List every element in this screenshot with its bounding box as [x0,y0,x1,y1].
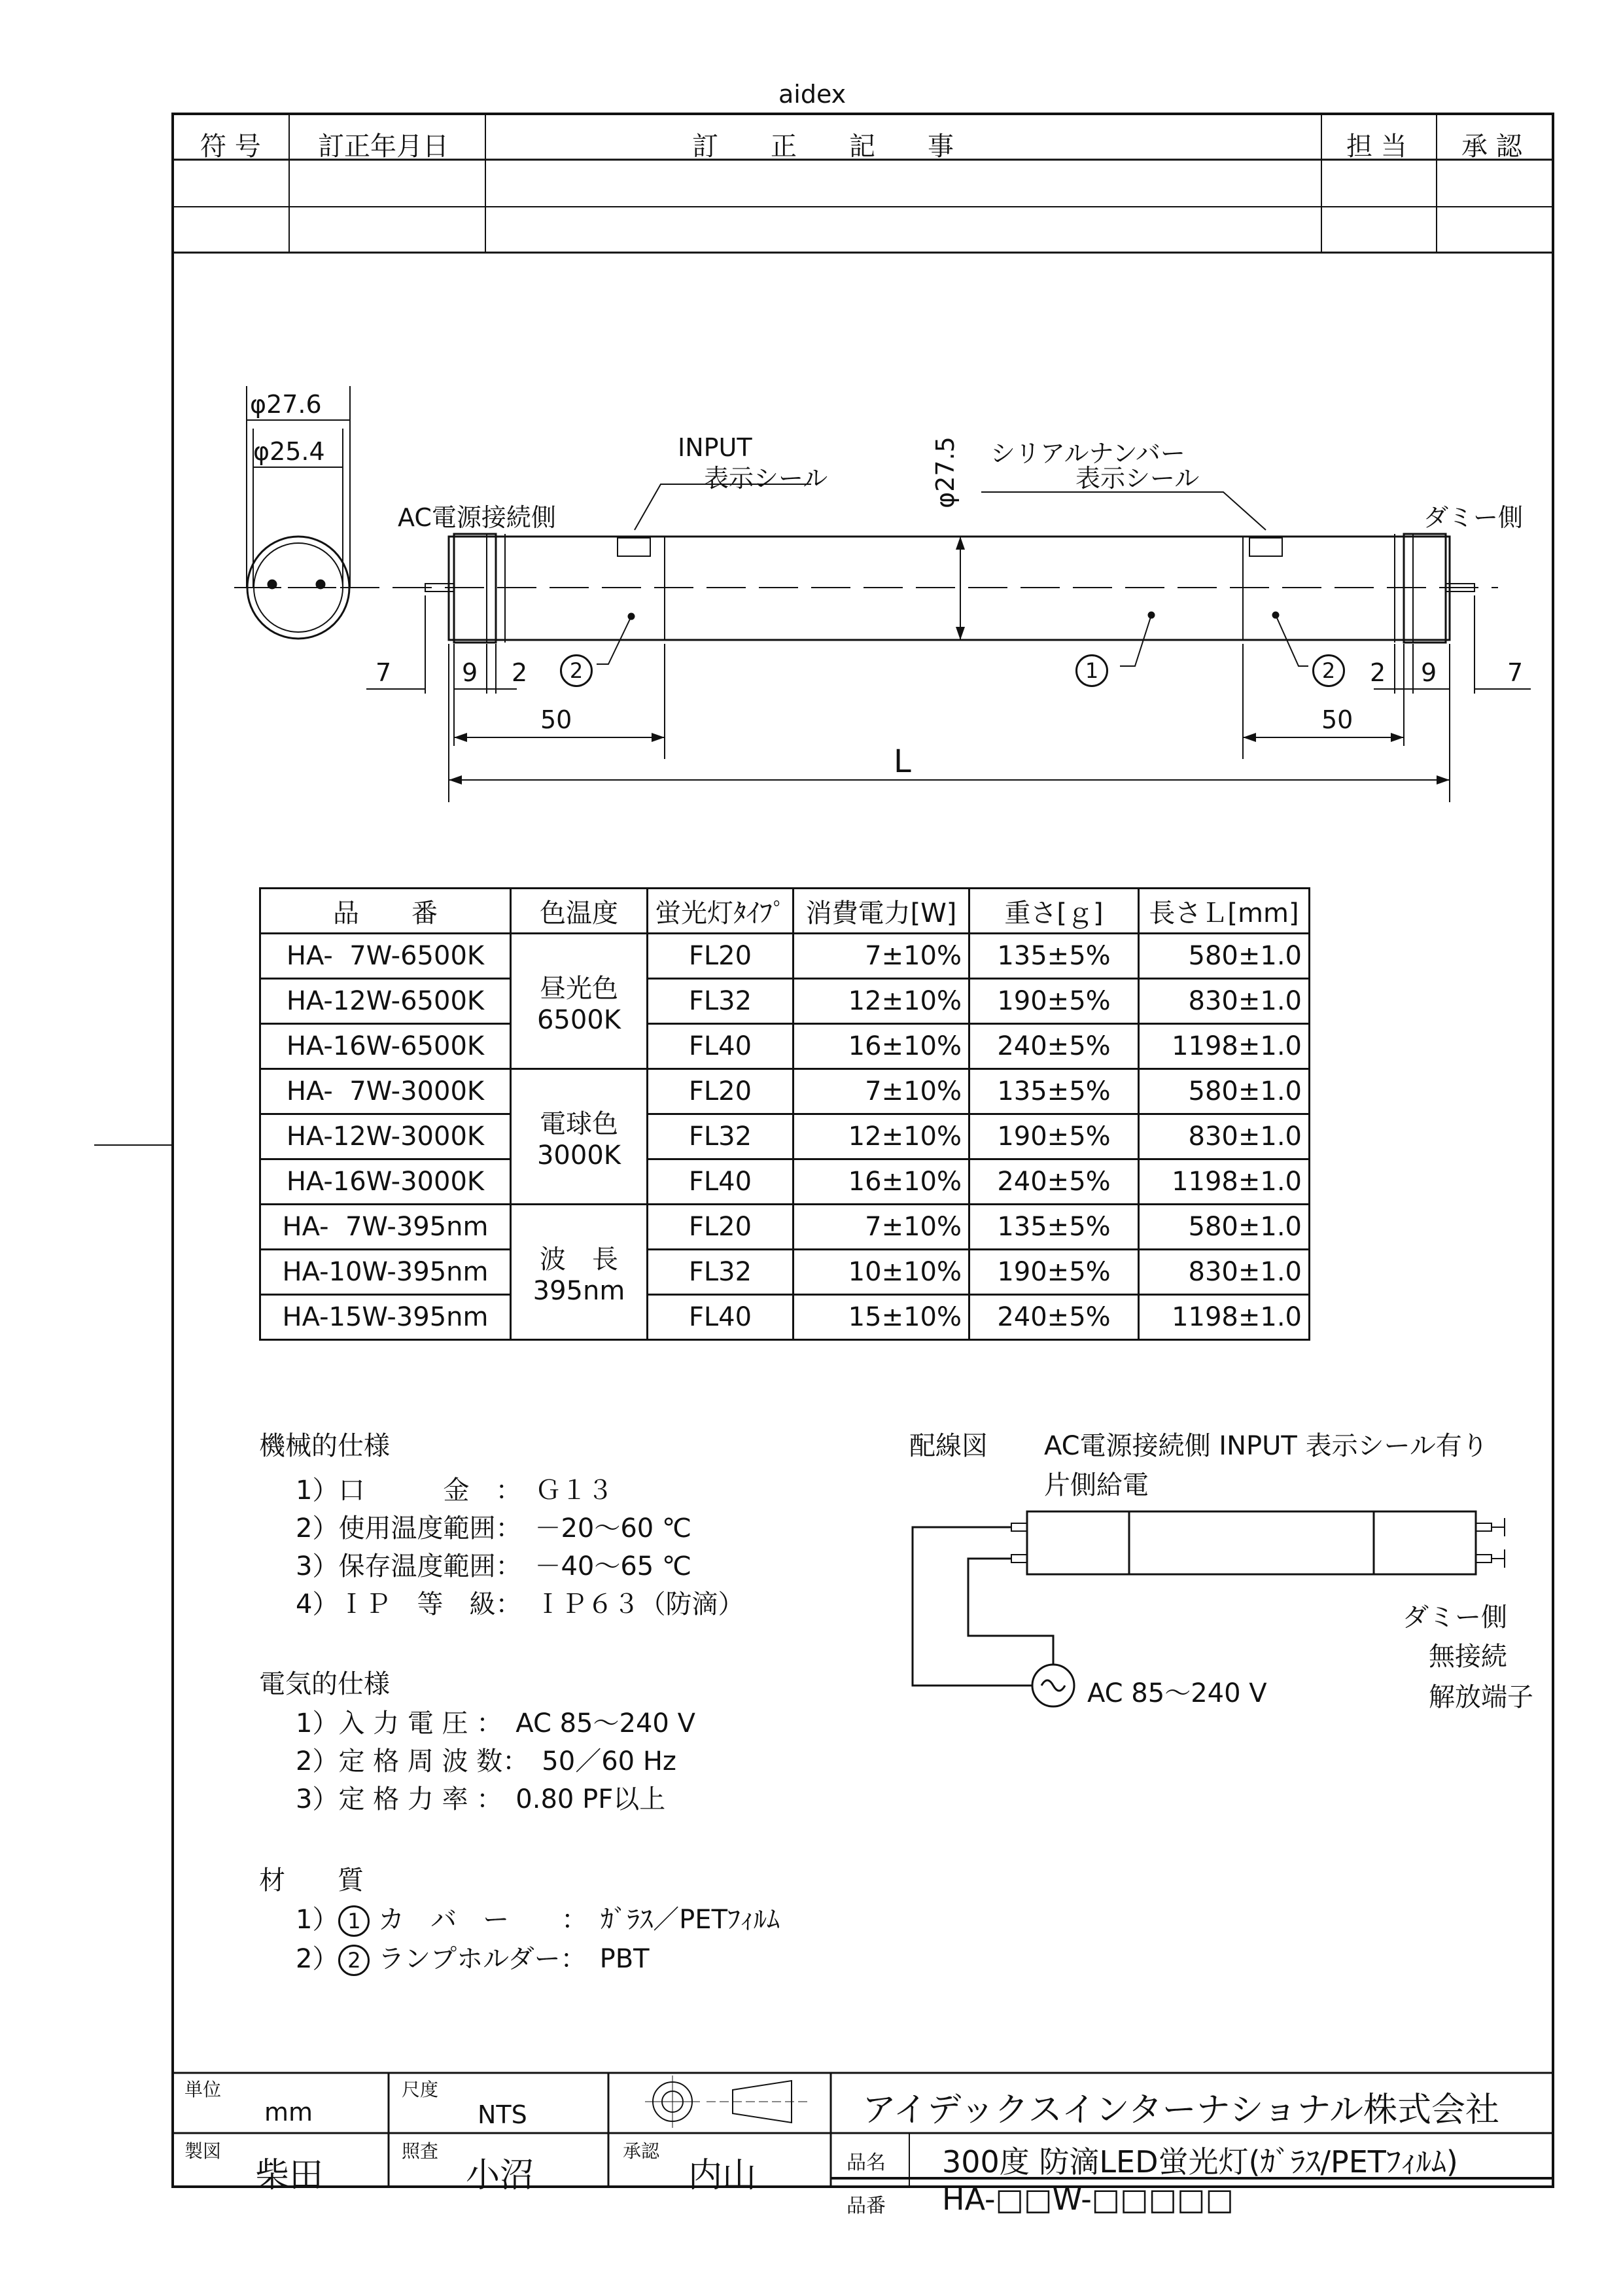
mechanical-title: 機械的仕様 [259,1431,390,1461]
rev-header-description: 訂 正 記 事 [692,132,954,162]
table-row: HA- 7W-6500K 昼光色 6500K FL20 7±10% 135±5% 580±1.0 [260,934,1310,979]
col-power: 消費電力[W] [794,889,969,934]
dim-L: L [894,743,911,780]
dim-9-right: 9 [1421,658,1437,687]
dummy-side-label: ダミー側 [1423,503,1524,532]
serial-sticker-label-1: シリアルナンバー [990,439,1185,468]
rev-header-person: 担 当 [1346,132,1407,162]
product-name-value: 300度 防滴LED蛍光灯(ｶﾞﾗｽ/PETﾌｨﾙﾑ) [942,2144,1458,2180]
part2-marker-small: 2 [338,1945,370,1976]
serial-sticker-label-2: 表示シール [1075,464,1200,493]
product-name-label: 品名 [846,2151,886,2174]
approver-name: 内山 [688,2156,757,2195]
color-cell: 電球色 3000K [511,1069,648,1205]
wiring-nc-label: 無接続 [1429,1642,1507,1672]
color-cell: 波 長 395nm [511,1205,648,1340]
col-length: 長さＬ[mm] [1139,889,1310,934]
table-row: HA-15W-395nm FL40 15±10% 240±5% 1198±1.0 [260,1295,1310,1340]
part1-marker-small: 1 [338,1905,370,1937]
checker-name: 小沼 [466,2156,534,2195]
dia-inner-label: φ25.4 [253,437,325,466]
material-title: 材 質 [259,1865,364,1896]
table-row: HA-10W-395nm FL32 10±10% 190±5% 830±1.0 [260,1250,1310,1295]
electrical-item: 1）入 力 電 圧 ： AC 85～240 V [296,1708,695,1739]
input-sticker-label-2: 表示シール [704,464,828,493]
end-view [234,386,361,639]
part1-marker: 1 [1075,654,1108,687]
mechanical-item: 2）使用温度範囲： －20～60 ℃ [296,1513,691,1544]
tube-dia-label: φ27.5 [930,436,960,508]
table-row: HA-12W-3000K FL32 12±10% 190±5% 830±1.0 [260,1114,1310,1159]
col-part: 品 番 [260,889,511,934]
wiring-ac-label: AC 85～240 V [1087,1678,1267,1708]
ac-side-label: AC電源接続側 [398,503,556,532]
wiring-dummy-label: ダミー側 [1403,1602,1507,1633]
col-lamp-type: 蛍光灯ﾀｲﾌﾟ [648,889,794,934]
dim-50-right: 50 [1321,705,1353,734]
rev-header-approval: 承 認 [1461,132,1522,162]
material-item-1: 1） 1 カ バ ー ： ｶﾞﾗｽ／PETﾌｨﾙﾑ [296,1899,780,1937]
approver-label: 承認 [623,2140,660,2162]
electrical-item: 3）定 格 力 率 ： 0.80 PF以上 [296,1784,666,1814]
mechanical-item: 4）ＩＰ 等 級： ＩＰ６３（防滴） [296,1589,744,1619]
wiring-feed: 片側給電 [1044,1470,1149,1500]
wiring-open-label: 解放端子 [1429,1682,1533,1712]
mechanical-item: 1）口 金 ： Ｇ１３ [296,1475,614,1506]
dim-9-left: 9 [462,658,478,687]
unit-value: mm [264,2098,313,2127]
mechanical-item: 3）保存温度範囲： －40～65 ℃ [296,1551,691,1581]
dim-7-left: 7 [375,658,392,687]
col-color-temp: 色温度 [511,889,648,934]
company-name: アイデックスインターナショナル株式会社 [862,2091,1499,2130]
table-row: HA- 7W-3000K 電球色 3000K FL20 7±10% 135±5% 580±1.0 [260,1069,1310,1114]
company-mark-top: aidex [778,80,846,109]
wiring-description: AC電源接続側 INPUT 表示シール有り [1044,1431,1488,1461]
drafter-label: 製図 [184,2140,222,2162]
product-table [259,887,1310,1341]
input-sticker-label-1: INPUT [678,433,752,462]
rev-header-symbol: 符 号 [200,132,261,162]
scale-value: NTS [478,2100,527,2129]
part2-marker-left: 2 [560,654,593,687]
part-number-label: 品番 [846,2195,886,2217]
table-row: HA-16W-3000K FL40 16±10% 240±5% 1198±1.0 [260,1159,1310,1205]
part-number-value: HA-□□W-□□□□□ [942,2181,1234,2217]
scale-label: 尺度 [402,2079,439,2100]
table-header-row [260,889,1310,934]
part2-marker-right: 2 [1312,654,1345,687]
color-cell: 昼光色 6500K [511,934,648,1069]
table-row: HA-12W-6500K FL32 12±10% 190±5% 830±1.0 [260,979,1310,1024]
electrical-item: 2）定 格 周 波 数： 50／60 Hz [296,1746,676,1776]
col-weight: 重さ[ｇ] [969,889,1139,934]
unit-label: 単位 [184,2079,222,2100]
electrical-title: 電気的仕様 [259,1669,390,1699]
dim-50-left: 50 [540,705,572,734]
table-row: HA- 7W-395nm 波 長 395nm FL20 7±10% 135±5% 580±1.0 [260,1205,1310,1250]
dim-7-right: 7 [1507,658,1524,687]
dim-2-right: 2 [1370,658,1386,687]
drafter-name: 柴田 [255,2156,324,2195]
table-row: HA-16W-6500K FL40 16±10% 240±5% 1198±1.0 [260,1024,1310,1069]
checker-label: 照査 [402,2140,439,2162]
material-item-2: 2） 2 ランプホルダー： PBT [296,1938,650,1976]
dim-2-left: 2 [512,658,528,687]
rev-header-date: 訂正年月日 [318,132,449,162]
dia-outer-label: φ27.6 [250,390,322,419]
wiring-title: 配線図 [909,1431,988,1461]
